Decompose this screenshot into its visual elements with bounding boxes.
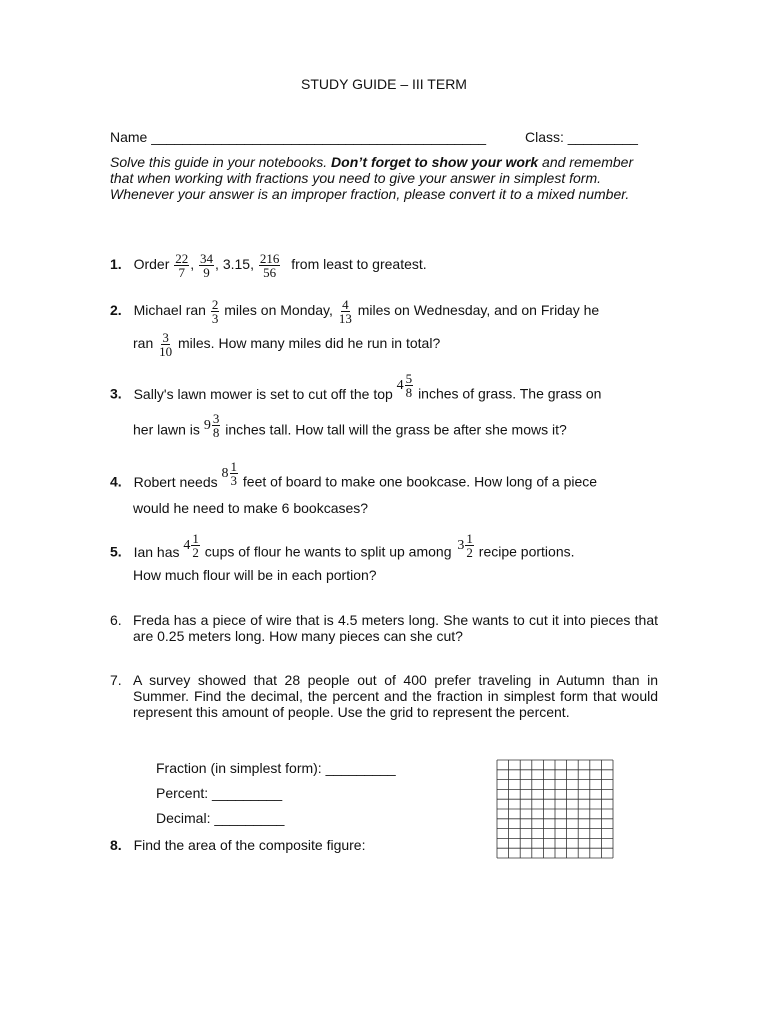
question-2: [110, 298, 599, 325]
mixed-number: 4 $\frac{1}{2}$: [183, 531, 199, 560]
question-number: 4.: [110, 473, 122, 490]
question-1: [110, 252, 427, 279]
fraction: $\frac{4}{13}$: [338, 297, 352, 326]
question-text: , 3.15,: [215, 256, 254, 273]
hundred-grid: [489, 738, 621, 884]
mixed-number: 3 $\frac{1}{2}$: [457, 531, 473, 560]
question-text: Order: [133, 256, 170, 273]
name-line: Name ___________________________________________: [110, 129, 487, 145]
fraction: $\frac{34}{9}$: [200, 251, 214, 280]
question-text: from least to greatest.: [291, 256, 427, 273]
decimal-answer-line: Decimal: _________: [156, 810, 285, 826]
question-text: miles on Wednesday, and on Friday he: [357, 302, 600, 319]
question-text: cups of flour he wants to split up among: [204, 543, 452, 560]
question-text: recipe portions.: [478, 543, 575, 560]
question-text: miles on Monday,: [224, 302, 333, 319]
question-8: [110, 837, 366, 853]
question-number: 2.: [110, 302, 122, 319]
question-text: Sally's lawn mower is set to cut off the top: [133, 385, 393, 402]
page-title: STUDY GUIDE – III TERM: [301, 76, 467, 92]
question-text: Michael ran: [133, 302, 206, 319]
question-2-line-2: [133, 331, 440, 358]
question-7-text: A survey showed that 28 people out of 400 prefer traveling in Autumn than in Summer. Find the decimal, the percent and the fraction in simplest form that would represent this amount of people. Use the grid to represent the percent.: [133, 672, 658, 720]
question-3-line-2: [133, 411, 567, 445]
question-5: [110, 531, 575, 567]
question-4: [110, 459, 598, 497]
percent-answer-line: Percent: _________: [156, 785, 283, 801]
question-number: 7.: [110, 672, 122, 688]
instructions-text-1: Solve this guide in your notebooks.: [110, 154, 332, 170]
fraction: $\frac{3}{10}$: [159, 330, 173, 359]
fraction: $\frac{2}{3}$: [211, 297, 219, 326]
fraction: $\frac{216}{56}$: [259, 251, 280, 280]
question-text: inches tall. How tall will the grass be after she mows it?: [225, 421, 567, 438]
question-text: Robert needs: [133, 473, 218, 490]
instructions: [110, 154, 660, 202]
question-number: 3.: [110, 385, 122, 402]
question-text: her lawn is: [133, 421, 200, 438]
instructions-bold: Don’t forget to show your work: [331, 154, 539, 170]
question-6-text: Freda has a piece of wire that is 4.5 meters long. She wants to cut it into pieces that are 0.25 meters long. How many pieces can she cut?: [133, 612, 658, 644]
mixed-number: 9 $\frac{3}{8}$: [203, 411, 220, 440]
question-number: 5.: [110, 543, 122, 560]
question-text: Ian has: [133, 543, 180, 560]
question-5-line-2: How much flour will be in each portion?: [133, 567, 377, 583]
question-text: miles. How many miles did he run in total?: [178, 335, 441, 352]
question-text: inches of grass. The grass on: [418, 385, 602, 402]
mixed-number: 8 $\frac{1}{3}$: [221, 459, 238, 488]
question-text: ran: [133, 335, 154, 352]
question-number: 6.: [110, 612, 122, 628]
class-line: Class: _________: [525, 129, 638, 145]
question-text: Find the area of the composite figure:: [133, 837, 366, 853]
question-4-line-2: would he need to make 6 bookcases?: [133, 500, 369, 516]
instructions-text-2: and remember that when working with fractions you need to give your answer in simplest form. Whenever your answer is an improper fraction, please convert it to a mixed number.: [110, 154, 634, 202]
question-3: [110, 371, 602, 409]
question-number: 1.: [110, 256, 122, 273]
question-text: ,: [190, 256, 195, 273]
question-text: feet of board to make one bookcase. How long of a piece: [242, 473, 598, 490]
fraction-answer-line: Fraction (in simplest form): _________: [156, 760, 396, 776]
mixed-number: 4 $\frac{5}{8}$: [396, 371, 413, 400]
fraction: $\frac{22}{7}$: [175, 251, 189, 280]
question-number: 8.: [110, 837, 122, 853]
